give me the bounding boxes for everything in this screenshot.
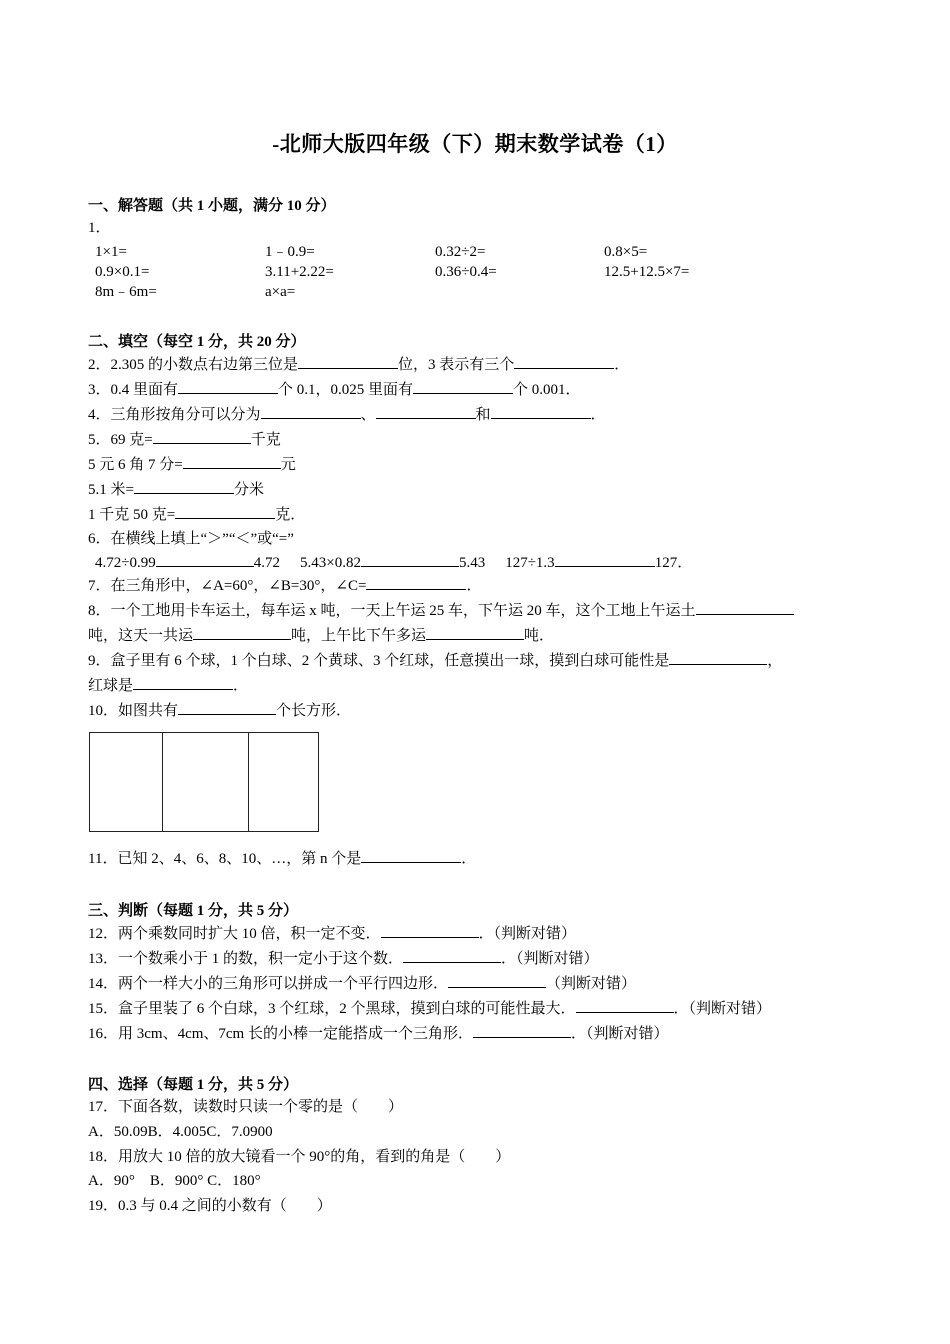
answer-blank[interactable] — [366, 575, 466, 590]
answer-blank[interactable] — [156, 552, 254, 567]
answer-blank[interactable] — [669, 650, 767, 665]
calc-item: a×a= — [265, 284, 296, 300]
answer-blank[interactable] — [153, 429, 251, 444]
exam-title: -北师大版四年级（下）期末数学试卷（1） — [272, 132, 678, 156]
answer-blank[interactable] — [134, 479, 234, 494]
answer-blank[interactable] — [261, 404, 361, 419]
calc-item: 0.32÷2= — [435, 244, 486, 260]
calc-item: 1×1= — [95, 244, 127, 260]
question-3: 3．0.4 里面有 个 0.1，0.025 里面有 个 0.001． — [88, 379, 581, 400]
answer-blank[interactable] — [361, 848, 461, 863]
question-8-line-1: 8．一个工地用卡车运土，每车运 x 吨，一天上午运 25 车，下午运 20 车，这个工地上午运土 — [88, 600, 794, 621]
rectangles-figure — [89, 732, 319, 832]
section-heading-2: 二、填空（每空 1 分，共 20 分） — [88, 334, 306, 350]
section-heading-3: 三、判断（每题 1 分，共 5 分） — [88, 903, 299, 919]
calc-item: 0.36÷0.4= — [435, 264, 497, 280]
answer-blank[interactable] — [376, 404, 476, 419]
answer-blank[interactable] — [696, 600, 794, 615]
answer-blank[interactable] — [298, 354, 398, 369]
calc-item: 1﹣0.9= — [265, 244, 315, 260]
question-14: 14．两个一样大小的三角形可以拼成一个平行四边形． （判断对错） — [88, 973, 636, 994]
question-5-line-3: 5.1 米= 分米 — [88, 479, 264, 500]
calc-item: 3.11+2.22= — [265, 264, 334, 280]
question-17-stem: 17．下面各数，读数时只读一个零的是（ ） — [88, 1099, 404, 1115]
question-18-options[interactable]: A．90° B．900° C．180° — [88, 1173, 261, 1189]
answer-blank[interactable] — [178, 700, 276, 715]
calc-item: 12.5+12.5×7= — [604, 264, 690, 280]
question-16: 16．用 3cm、4cm、7cm 长的小棒一定能搭成一个三角形． ．（判断对错） — [88, 1023, 669, 1044]
question-9-line-2: 红球是 ． — [88, 675, 248, 696]
question-6-items: 4.72÷0.99 4.72 5.43×0.82 5.43 127÷1.3 127． — [95, 552, 692, 573]
answer-blank[interactable] — [555, 552, 655, 567]
answer-blank[interactable] — [473, 1023, 571, 1038]
answer-blank[interactable] — [403, 948, 501, 963]
figure-divider — [162, 733, 163, 831]
answer-blank[interactable] — [413, 379, 513, 394]
question-17-options[interactable]: A．50.09B．4.005C．7.0900 — [88, 1124, 273, 1140]
calc-item: 8m﹣6m= — [95, 284, 157, 300]
answer-blank[interactable] — [381, 923, 479, 938]
question-18-stem: 18．用放大 10 倍的放大镜看一个 90°的角，看到的角是（ ） — [88, 1149, 511, 1165]
answer-blank[interactable] — [183, 454, 281, 469]
answer-blank[interactable] — [576, 998, 674, 1013]
answer-blank[interactable] — [426, 625, 524, 640]
question-7: 7．在三角形中，∠A=60°，∠B=30°，∠C= ． — [88, 575, 481, 596]
question-12: 12．两个乘数同时扩大 10 倍，积一定不变． ．（判断对错） — [88, 923, 576, 944]
calc-item: 0.9×0.1= — [95, 264, 150, 280]
answer-blank[interactable] — [175, 504, 275, 519]
q1-number: 1． — [88, 220, 111, 236]
answer-blank[interactable] — [133, 675, 233, 690]
question-4: 4．三角形按角分可以分为 、 和 ． — [88, 404, 606, 425]
question-5-line-2: 5 元 6 角 7 分= 元 — [88, 454, 296, 475]
question-5-line-4: 1 千克 50 克= 克． — [88, 504, 305, 525]
figure-divider — [248, 733, 249, 831]
question-19-stem: 19．0.3 与 0.4 之间的小数有（ ） — [88, 1198, 332, 1214]
question-5-line-1: 5．69 克= 千克 — [88, 429, 281, 450]
section-heading-1: 一、解答题（共 1 小题，满分 10 分） — [88, 198, 336, 214]
answer-blank[interactable] — [361, 552, 459, 567]
question-9-line-1: 9．盒子里有 6 个球，1 个白球、2 个黄球、3 个红球，任意摸出一球，摸到白球可能性是 ， — [88, 650, 782, 671]
answer-blank[interactable] — [448, 973, 546, 988]
answer-blank[interactable] — [178, 379, 278, 394]
question-6-stem: 6．在横线上填上“＞”“＜”或“=” — [88, 531, 294, 547]
answer-blank[interactable] — [193, 625, 291, 640]
question-13: 13．一个数乘小于 1 的数，积一定小于这个数． ．（判断对错） — [88, 948, 599, 969]
question-15: 15．盒子里装了 6 个白球，3 个红球，2 个黑球，摸到白球的可能性最大． ．（判断对错） — [88, 998, 771, 1019]
calc-item: 0.8×5= — [604, 244, 648, 260]
section-heading-4: 四、选择（每题 1 分，共 5 分） — [88, 1077, 299, 1093]
answer-blank[interactable] — [491, 404, 591, 419]
question-11: 11．已知 2、4、6、8、10、…，第 n 个是 ． — [88, 848, 476, 869]
question-8-line-2: 吨，这天一共运 吨，上午比下午多运 吨． — [88, 625, 554, 646]
answer-blank[interactable] — [514, 354, 614, 369]
question-10: 10．如图共有 个长方形． — [88, 700, 351, 721]
question-2: 2．2.305 的小数点右边第三位是 位，3 表示有三个 ． — [88, 354, 629, 375]
